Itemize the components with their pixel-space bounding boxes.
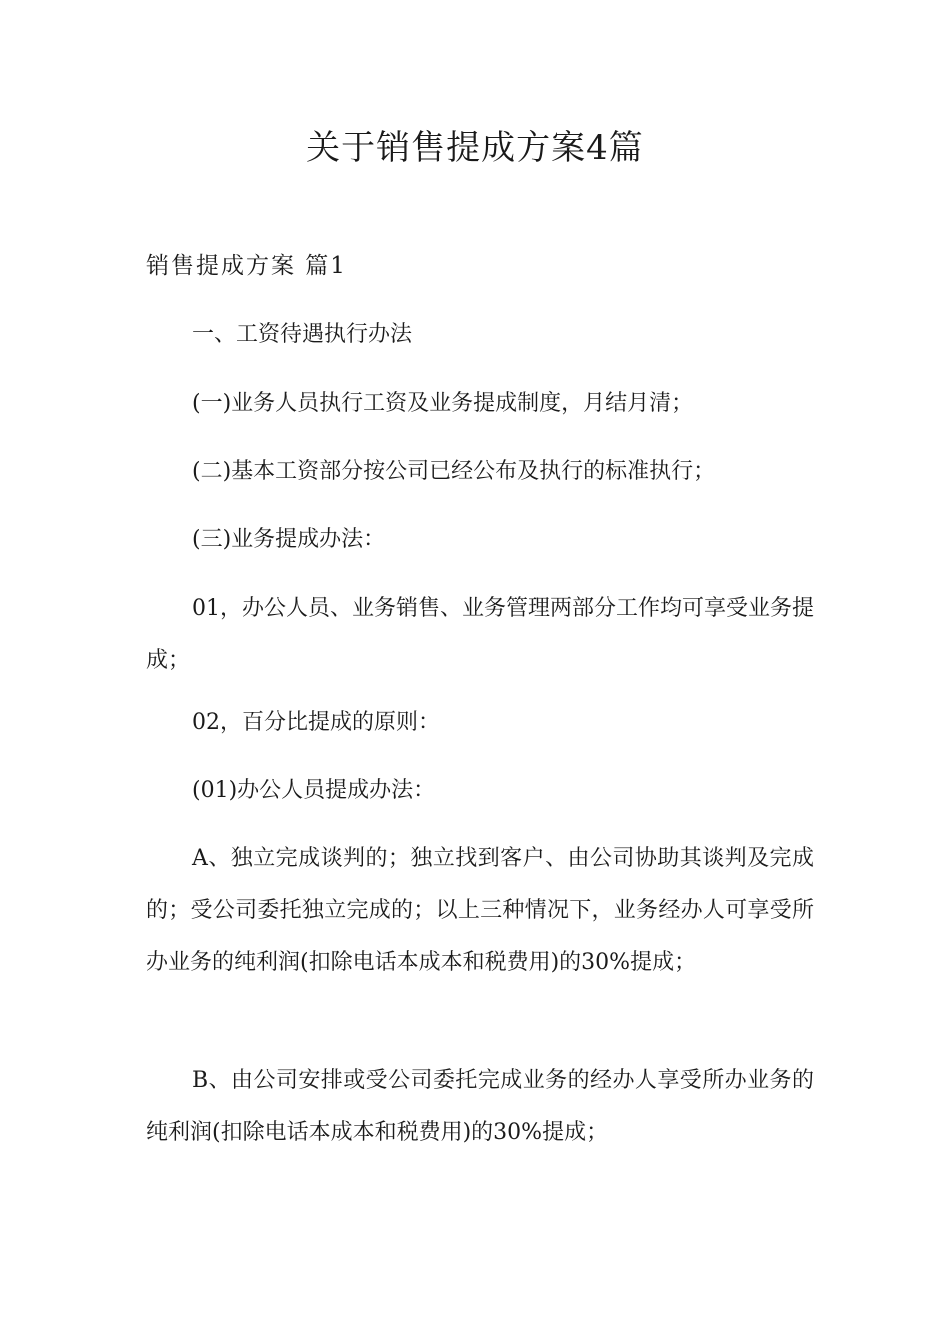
paragraph-clause-a: A、独立完成谈判的；独立找到客户、由公司协助其谈判及完成的；受公司委托独立完成的；以上三种情况下，业务经办人可享受所办业务的纯利润(扣除电话本成本和税费用)的30%提成； (146, 846, 814, 975)
paragraph-base-salary: (二)基本工资部分按公司已经公布及执行的标准执行； (192, 459, 716, 484)
document-title: 关于销售提成方案4篇 (306, 128, 644, 168)
paragraph-salary-policy: 一、工资待遇执行办法 (192, 322, 413, 347)
paragraph-commission-system: (一)业务人员执行工资及业务提成制度，月结月清； (192, 391, 694, 416)
paragraph-item-01: 01，办公人员、业务销售、业务管理两部分工作均可享受业务提成； (146, 596, 814, 673)
paragraph-office-staff-method: (01)办公人员提成办法： (192, 778, 436, 803)
section-heading: 销售提成方案 篇1 (146, 253, 347, 279)
paragraph-commission-method: (三)业务提成办法： (192, 527, 386, 552)
paragraph-item-02: 02，百分比提成的原则： (192, 710, 440, 735)
paragraph-clause-b: B、由公司安排或受公司委托完成业务的经办人享受所办业务的纯利润(扣除电话本成本和税费用)的30%提成； (146, 1068, 814, 1145)
